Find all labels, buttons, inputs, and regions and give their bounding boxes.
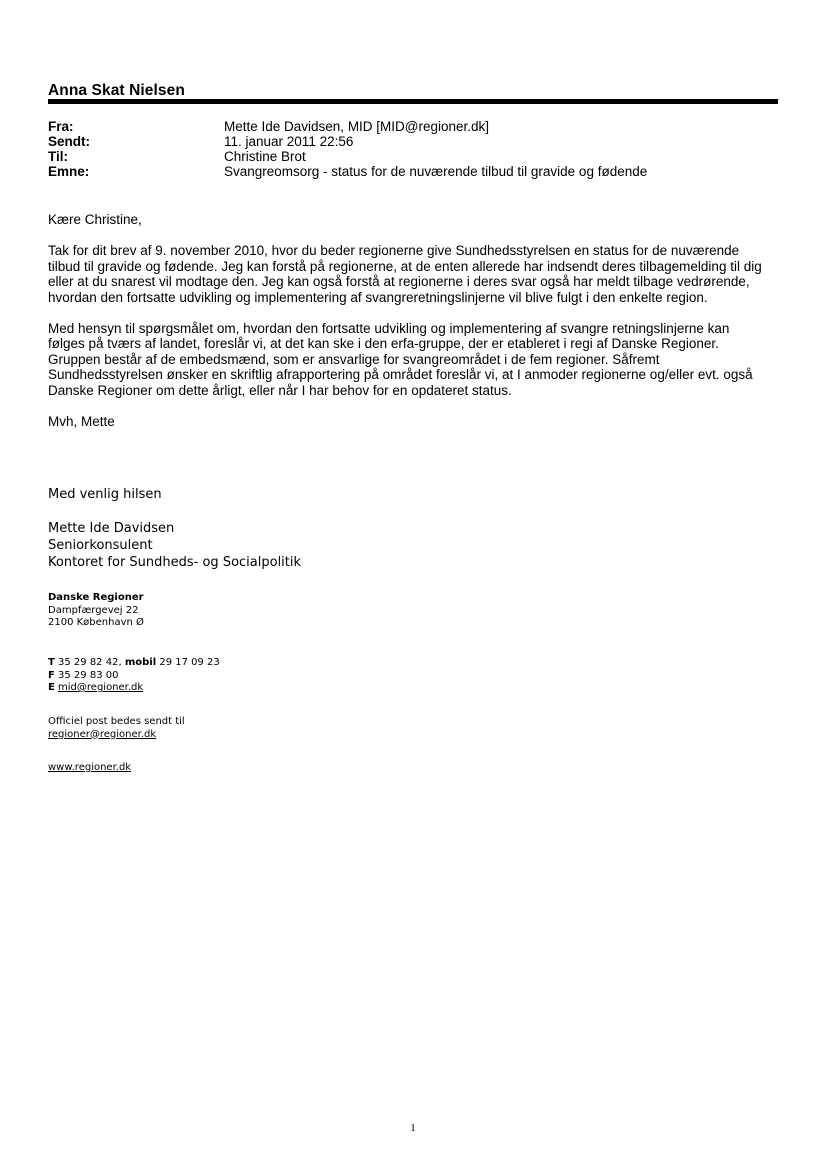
from-label: Fra: xyxy=(48,119,74,134)
to-label: Til: xyxy=(48,149,68,164)
signoff: Mvh, Mette xyxy=(48,413,115,429)
email-link[interactable]: mid@regioner.dk xyxy=(58,682,144,693)
greeting: Kære Christine, xyxy=(48,212,142,227)
from-value: Mette Ide Davidsen, MID [MID@regioner.dk] xyxy=(224,119,490,134)
organization-address xyxy=(48,592,144,630)
fax-label: F xyxy=(48,669,55,681)
to-row xyxy=(48,149,647,164)
website-link[interactable]: www.regioner.dk xyxy=(48,762,132,773)
subject-label: Emne: xyxy=(48,164,90,179)
mobile-number: 29 17 09 23 xyxy=(159,657,220,668)
official-email-link[interactable]: regioner@regioner.dk xyxy=(48,728,157,740)
organization-name: Danske Regioner xyxy=(48,592,144,603)
sent-row xyxy=(48,134,647,149)
subject-row xyxy=(48,164,647,179)
mailbox-owner-name: Anna Skat Nielsen xyxy=(48,82,185,99)
signature-name: Mette Ide Davidsen xyxy=(48,521,175,536)
phone-label: T xyxy=(48,657,55,668)
phone-number: 35 29 82 42, xyxy=(58,657,122,668)
email-line xyxy=(48,682,220,695)
fax-line xyxy=(48,670,220,683)
signature-block xyxy=(48,486,301,571)
organization-city: 2100 København Ø xyxy=(48,617,144,628)
website-block xyxy=(48,762,131,775)
header-rule-thick xyxy=(48,100,778,104)
to-value: Christine Brot xyxy=(224,149,306,164)
page-number: 1 xyxy=(410,1122,416,1134)
body-paragraph-2: Med hensyn til spørgsmålet om, hvordan den fortsatte udvikling og implementering af svangre retningslinjerne kan følges på tværs af landet, foreslår vi, at det kan ske i den erfa-gruppe, der er etableret i regi af Danske Regioner. Gruppen består af de embedsmænd, som er ansvarlige for svangreområdet i de fem regioner. Såfremt Sundhedsstyrelsen ønsker en skriftlig afrapportering på området foreslår vi, at I anmoder regionerne og/eller evt. også Danske Regioner om dette årligt, eller når I har behov for en opdateret status. xyxy=(48,320,753,398)
fax-number: 35 29 83 00 xyxy=(58,669,119,681)
phone-line xyxy=(48,657,220,670)
from-row xyxy=(48,119,647,134)
official-post-note: Officiel post bedes sendt til xyxy=(48,716,185,727)
email-header xyxy=(48,119,647,179)
subject-value: Svangreomsorg - status for de nuværende tilbud til gravide og fødende xyxy=(224,164,648,179)
official-post-block xyxy=(48,716,185,741)
email-label: E xyxy=(48,682,55,693)
body-paragraph-1: Tak for dit brev af 9. november 2010, hvor du beder regionerne give Sundhedsstyrelsen en status for de nuværende tilbud til gravide og fødende. Jeg kan forstå på regionerne, at de enten allerede har indsendt deres tilbagemelding til dig eller at du snarest vil modtage den. Jeg kan også forstå at regionerne i deres svar også har meldt tilbage vedrørende, hvordan den fortsatte udvikling og implementering af svangreretningslinjerne vil blive fulgt i den enkelte region. xyxy=(48,243,762,305)
organization-street: Dampfærgevej 22 xyxy=(48,604,139,616)
mobile-label: mobil xyxy=(124,657,157,668)
signature-title: Seniorkonsulent xyxy=(48,538,153,553)
sent-label: Sendt: xyxy=(48,134,90,149)
contact-block xyxy=(48,657,220,695)
sent-value: 11. januar 2011 22:56 xyxy=(224,134,354,149)
signature-department: Kontoret for Sundheds- og Socialpolitik xyxy=(48,555,302,570)
email-body xyxy=(48,212,768,429)
signature-closing: Med venlig hilsen xyxy=(48,487,162,502)
